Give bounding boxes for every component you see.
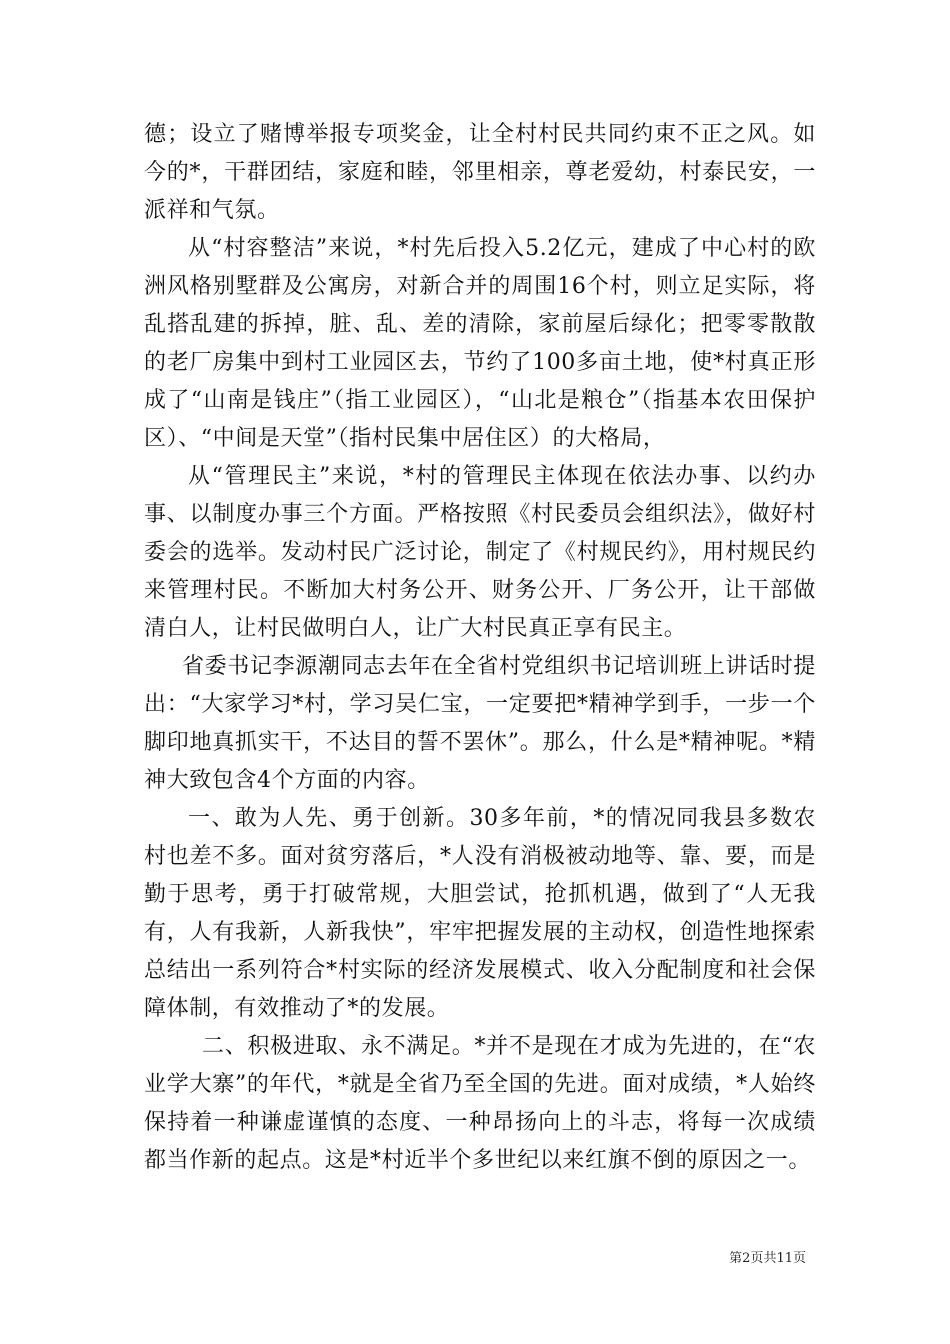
paragraph-6: 二、积极进取、永不满足。*并不是现在才成为先进的，在“农业学大寨”的年代，*就是全省乃至全国的先进。面对成绩，*人始终保持着一种谦虚谨慎的态度、一种昂扬向上的斗志，将每一次成绩都当作新的起点。这是*村近半个多世纪以来红旗不倒的原因之一。 [144,1034,816,1173]
document-body [144,116,816,1180]
paragraph-4: 省委书记李源潮同志去年在全省村党组织书记培训班上讲话时提出：“大家学习*村，学习吴仁宝，一定要把*精神学到手，一步一个脚印地真抓实干，不达目的誓不罢休”。那么，什么是*精神呢。*精神大致包含4个方面的内容。 [144,654,816,793]
page-number: 第2页共11页 [729,1251,806,1266]
paragraph-2: 从“村容整洁”来说，*村先后投入5.2亿元，建成了中心村的欧洲风格别墅群及公寓房，对新合并的周围16个村，则立足实际，将乱搭乱建的拆掉，脏、乱、差的清除，家前屋后绿化；把零零散散的老厂房集中到村工业园区去，节约了100多亩土地，使*村真正形成了“山南是钱庄”（指工业园区），“山北是粮仓”（指基本农田保护区）、“中间是天堂”（指村民集中居住区）的大格局， [144,236,816,451]
paragraph-3: 从“管理民主”来说，*村的管理民主体现在依法办事、以约办事、以制度办事三个方面。严格按照《村民委员会组织法》，做好村委会的选举。发动村民广泛讨论，制定了《村规民约》，用村规民约来管理村民。不断加大村务公开、财务公开、厂务公开，让干部做清白人，让村民做明白人，让广大村民真正享有民主。 [144,464,816,641]
paragraph-1: 德；设立了赌博举报专项奖金，让全村村民共同约束不正之风。如今的*，干群团结，家庭和睦，邻里相亲，尊老爱幼，村泰民安，一派祥和气氛。 [144,122,816,223]
paragraph-5: 一、敢为人先、勇于创新。30多年前，*的情况同我县多数农村也差不多。面对贫穷落后，*人没有消极被动地等、靠、要，而是勤于思考，勇于打破常规，大胆尝试，抢抓机遇，做到了“人无我有，人有我新，人新我快”，牢牢把握发展的主动权，创造性地探索总结出一系列符合*村实际的经济发展模式、收入分配制度和社会保障体制，有效推动了*的发展。 [144,806,816,1021]
